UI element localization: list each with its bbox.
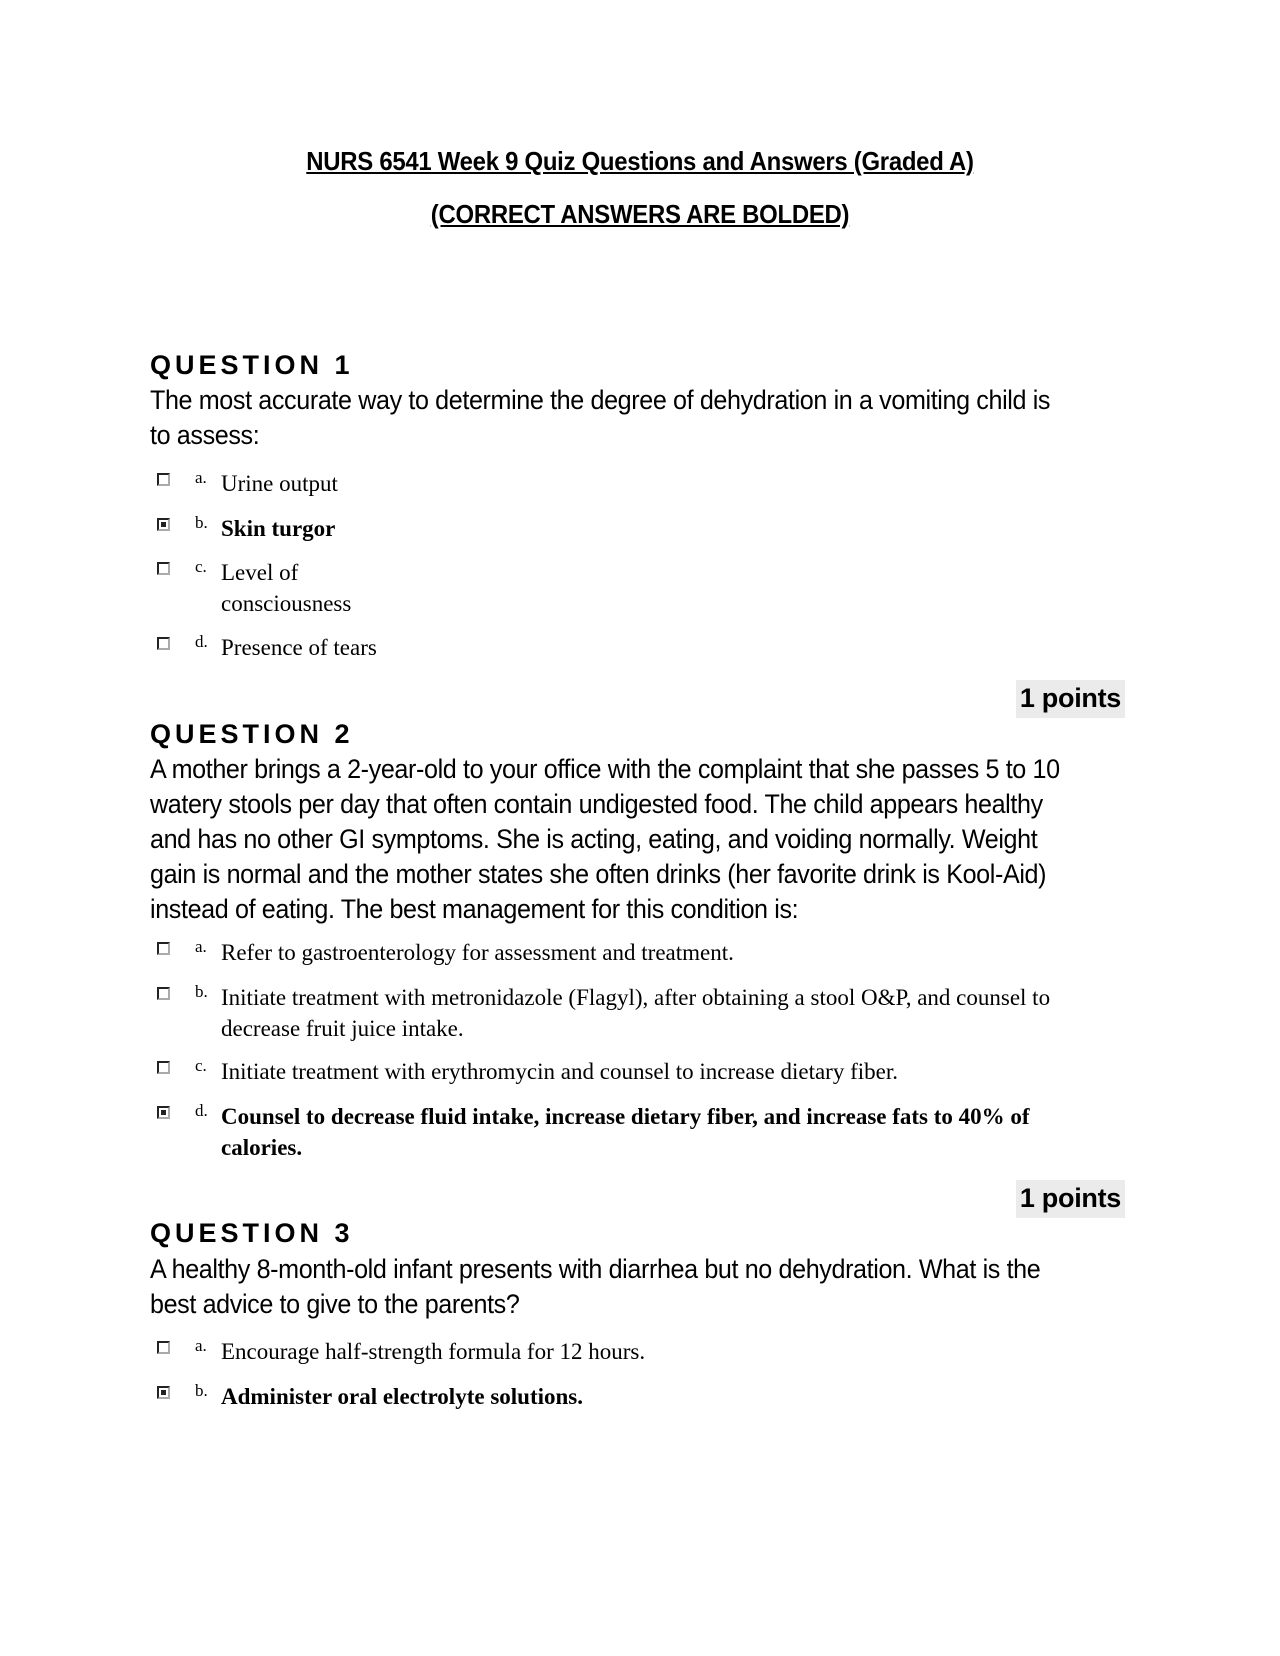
option-text: Presence of tears <box>221 635 377 660</box>
document-title: NURS 6541 Week 9 Quiz Questions and Answers (Graded A) <box>306 146 974 176</box>
question-2-option-b[interactable] <box>157 982 1117 1044</box>
question-1-option-d[interactable] <box>157 632 1117 663</box>
question-2-option-a[interactable] <box>157 937 1117 968</box>
radio-icon[interactable] <box>157 1341 170 1354</box>
option-text: Encourage half-strength formula for 12 hours. <box>221 1339 646 1364</box>
question-2-text: A mother brings a 2-year-old to your office with the complaint that she passes 5 to 10 watery stools per day that often contain undigested food. The child appears healthy and has no other GI symptoms. She is acting, eating, and voiding normally. Weight gain is normal and the mother states she often drinks (her favorite drink is Kool-Aid) instead of eating. The best management for this condition is: <box>150 754 1060 924</box>
option-letter: b. <box>195 982 208 1001</box>
radio-selected-icon[interactable] <box>157 1106 170 1119</box>
option-text: Refer to gastroenterology for assessment and treatment. <box>221 940 734 965</box>
radio-icon[interactable] <box>157 562 170 575</box>
radio-icon[interactable] <box>157 473 170 486</box>
option-letter: c. <box>195 557 207 576</box>
option-text: Level of consciousness <box>221 560 352 616</box>
question-3-option-a[interactable] <box>157 1336 1117 1367</box>
option-text: Initiate treatment with erythromycin and counsel to increase dietary fiber. <box>221 1059 898 1084</box>
option-text: Initiate treatment with metronidazole (Flagyl), after obtaining a stool O&P, and counsel to decrease fruit juice intake. <box>221 985 1051 1041</box>
radio-icon[interactable] <box>157 1061 170 1074</box>
question-1-points: 1 points <box>1016 680 1125 718</box>
question-1-text: The most accurate way to determine the degree of dehydration in a vomiting child is to assess: <box>150 385 1051 450</box>
question-1-option-b[interactable] <box>157 513 1117 544</box>
option-text: Counsel to decrease fluid intake, increase dietary fiber, and increase fats to 40% of calories. <box>221 1104 1030 1160</box>
question-1-heading: QUESTION 1 <box>150 350 354 380</box>
question-1-option-c[interactable] <box>157 557 1117 619</box>
option-text: Administer oral electrolyte solutions. <box>221 1384 583 1409</box>
question-2-points: 1 points <box>1016 1180 1125 1218</box>
radio-icon[interactable] <box>157 637 170 650</box>
question-2-option-c[interactable] <box>157 1056 1117 1087</box>
radio-selected-icon[interactable] <box>157 518 170 531</box>
option-letter: b. <box>195 1381 208 1400</box>
option-letter: a. <box>195 1336 207 1355</box>
radio-icon[interactable] <box>157 987 170 1000</box>
option-letter: a. <box>195 468 207 487</box>
question-2-option-d[interactable] <box>157 1101 1117 1163</box>
question-2-heading: QUESTION 2 <box>150 719 354 749</box>
radio-selected-icon[interactable] <box>157 1386 170 1399</box>
option-letter: a. <box>195 937 207 956</box>
option-letter: b. <box>195 513 208 532</box>
option-text: Urine output <box>221 471 338 496</box>
question-3-text: A healthy 8-month-old infant presents with diarrhea but no dehydration. What is the best advice to give to the parents? <box>150 1254 1041 1319</box>
question-3-heading: QUESTION 3 <box>150 1218 354 1248</box>
option-letter: c. <box>195 1056 207 1075</box>
question-3-option-b[interactable] <box>157 1381 1117 1412</box>
radio-icon[interactable] <box>157 942 170 955</box>
question-1-option-a[interactable] <box>157 468 1117 499</box>
option-text: Skin turgor <box>221 516 336 541</box>
document-subtitle: (CORRECT ANSWERS ARE BOLDED) <box>430 199 850 229</box>
option-letter: d. <box>195 1101 208 1120</box>
option-letter: d. <box>195 632 208 651</box>
